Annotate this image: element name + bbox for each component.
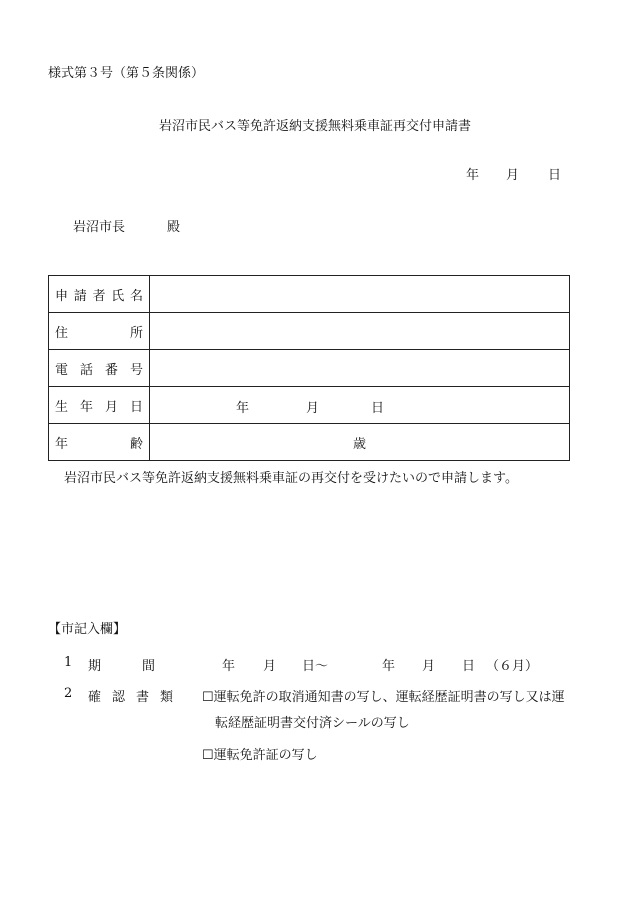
- docs-number: 2: [64, 686, 73, 701]
- docs-label-char: 認: [112, 690, 126, 705]
- form-number: 様式第３号（第５条関係）: [48, 66, 205, 81]
- applicant-name-label: 申 請 者 氏 名: [49, 276, 150, 313]
- docs-label-char: 類: [160, 690, 174, 705]
- addressee-honorific: 殿: [167, 220, 181, 235]
- declaration-text: 岩沼市民バス等免許返納支援無料乗車証の再交付を受けたいので申請します。: [64, 471, 518, 486]
- docs-option1-line2: 転経歴証明書交付済シールの写し: [215, 716, 410, 731]
- row-phone: [49, 350, 570, 387]
- period-end-month: 月: [422, 659, 436, 674]
- office-section-header: 【市記入欄】: [48, 622, 127, 637]
- docs-label-char: 確: [88, 690, 102, 705]
- age-label: 年 齢: [49, 424, 150, 461]
- period-start-day: 日〜: [302, 659, 329, 674]
- document-title: 岩沼市民バス等免許返納支援無料乗車証再交付申請書: [158, 119, 471, 134]
- applicant-name-field[interactable]: [150, 276, 570, 313]
- row-age: [49, 424, 570, 461]
- period-end-day: 日: [462, 659, 476, 674]
- birthdate-label: 生 年 月 日: [49, 387, 150, 424]
- birthdate-month: 月: [306, 401, 320, 416]
- row-birthdate: [49, 387, 570, 424]
- applicant-table: [48, 275, 570, 461]
- date-day: 日: [548, 168, 562, 183]
- row-applicant-name: [49, 276, 570, 313]
- phone-field[interactable]: [150, 350, 570, 387]
- docs-option2-checkbox[interactable]: ☐運転免許証の写し: [202, 748, 318, 763]
- row-address: [49, 313, 570, 350]
- date-month: 月: [506, 168, 520, 183]
- address-label: 住 所: [49, 313, 150, 350]
- date-line: [466, 164, 561, 183]
- period-label-a: 期: [88, 659, 102, 674]
- birthdate-day: 日: [371, 401, 385, 416]
- birthdate-field[interactable]: [150, 387, 570, 424]
- birthdate-year: 年: [236, 401, 250, 416]
- period-label-b: 間: [142, 659, 156, 674]
- period-number: 1: [64, 655, 73, 670]
- period-note: （６月）: [486, 659, 539, 674]
- docs-option1-checkbox-line1[interactable]: ☐運転免許の取消通知書の写し、運転経歴証明書の写し又は運: [202, 690, 565, 705]
- age-field[interactable]: [150, 424, 570, 461]
- period-row: [64, 655, 584, 675]
- period-start-year: 年: [222, 659, 236, 674]
- phone-label: 電 話 番 号: [49, 350, 150, 387]
- period-start-month: 月: [263, 659, 277, 674]
- address-field[interactable]: [150, 313, 570, 350]
- period-end-year: 年: [382, 659, 396, 674]
- confirmation-docs-row: [64, 686, 594, 766]
- addressee-name: 岩沼市長: [73, 220, 126, 235]
- docs-label-char: 書: [136, 690, 150, 705]
- age-unit: 歳: [352, 436, 366, 452]
- addressee: [73, 216, 180, 235]
- date-year: 年: [466, 168, 480, 183]
